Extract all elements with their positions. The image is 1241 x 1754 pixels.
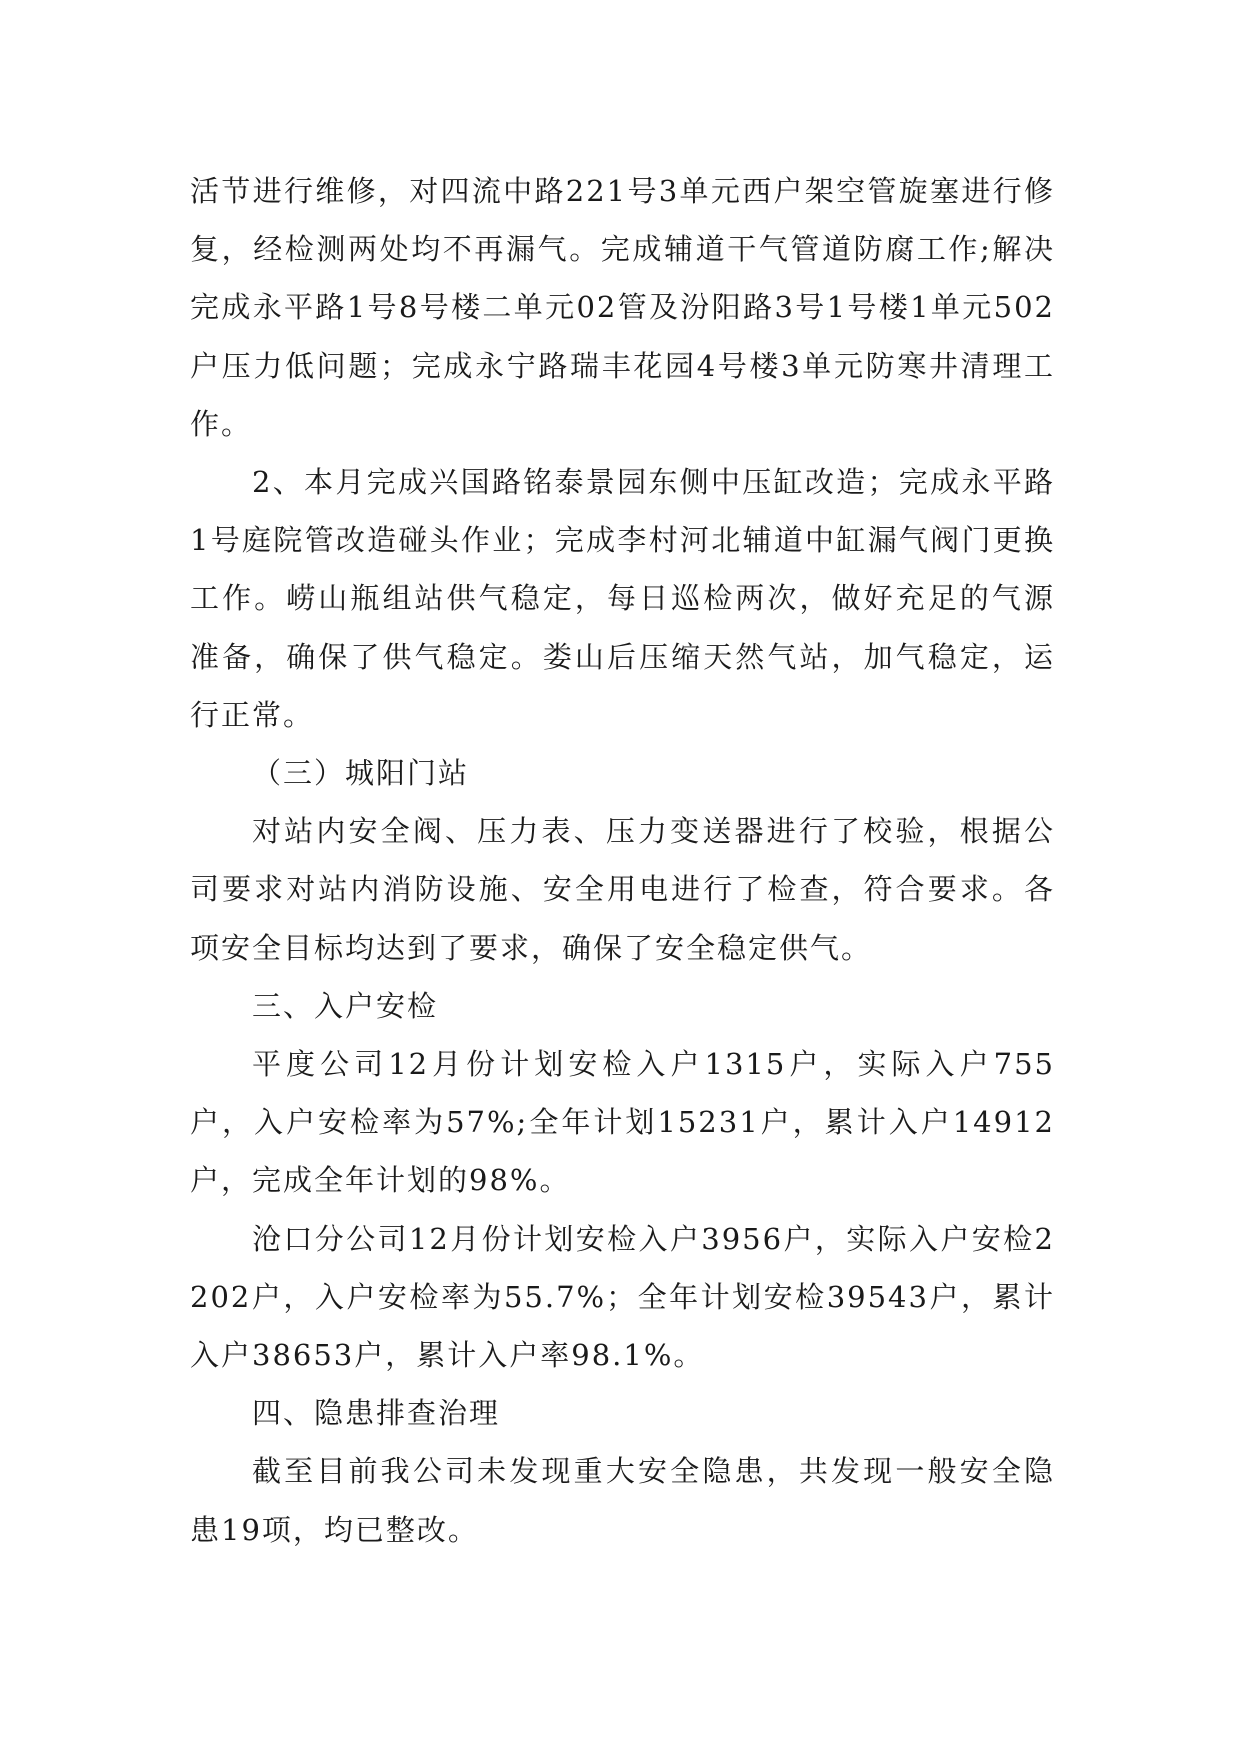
paragraph-pingdu-inspection: 平度公司12月份计划安检入户1315户，实际入户755户，入户安检率为57%;全年计划15231户，累计入户14912户，完成全年计划的98%。: [190, 1047, 1055, 1198]
section-heading-household-safety-inspection: 三、入户安检: [252, 988, 439, 1023]
paragraph-pipeline-repairs: 活节进行维修，对四流中路221号3单元西户架空管旋塞进行修复，经检测两处均不再漏气。完成辅道干气管道防腐工作;解决完成永平路1号8号楼二单元02管及汾阳路3号1号楼1单元502户压力低问题；完成永宁路瑞丰花园4号楼3单元防寒井清理工作。: [190, 174, 1055, 441]
paragraph-station-inspection: 对站内安全阀、压力表、压力变送器进行了校验，根据公司要求对站内消防设施、安全用电进行了检查，符合要求。各项安全目标均达到了要求，确保了安全稳定供气。: [190, 814, 1055, 965]
document-body: [190, 162, 1055, 1559]
paragraph-cangkou-inspection: 沧口分公司12月份计划安检入户3956户，实际入户安检2202户，入户安检率为55.7%；全年计划安检39543户，累计入户38653户，累计入户率98.1%。: [190, 1221, 1055, 1373]
section-heading-hazard-investigation: 四、隐患排查治理: [252, 1396, 501, 1431]
section-heading-chengyang-gate-station: （三）城阳门站: [252, 756, 470, 791]
paragraph-hazard-summary: 截至目前我公司未发现重大安全隐患，共发现一般安全隐患19项，均已整改。: [190, 1454, 1055, 1547]
paragraph-monthly-completion: 2、本月完成兴国路铭泰景园东侧中压缸改造；完成永平路1号庭院管改造碰头作业；完成李村河北辅道中缸漏气阀门更换工作。崂山瓶组站供气稳定，每日巡检两次，做好充足的气源准备，确保了供气稳定。娄山后压缩天然气站，加气稳定，运行正常。: [190, 465, 1055, 732]
